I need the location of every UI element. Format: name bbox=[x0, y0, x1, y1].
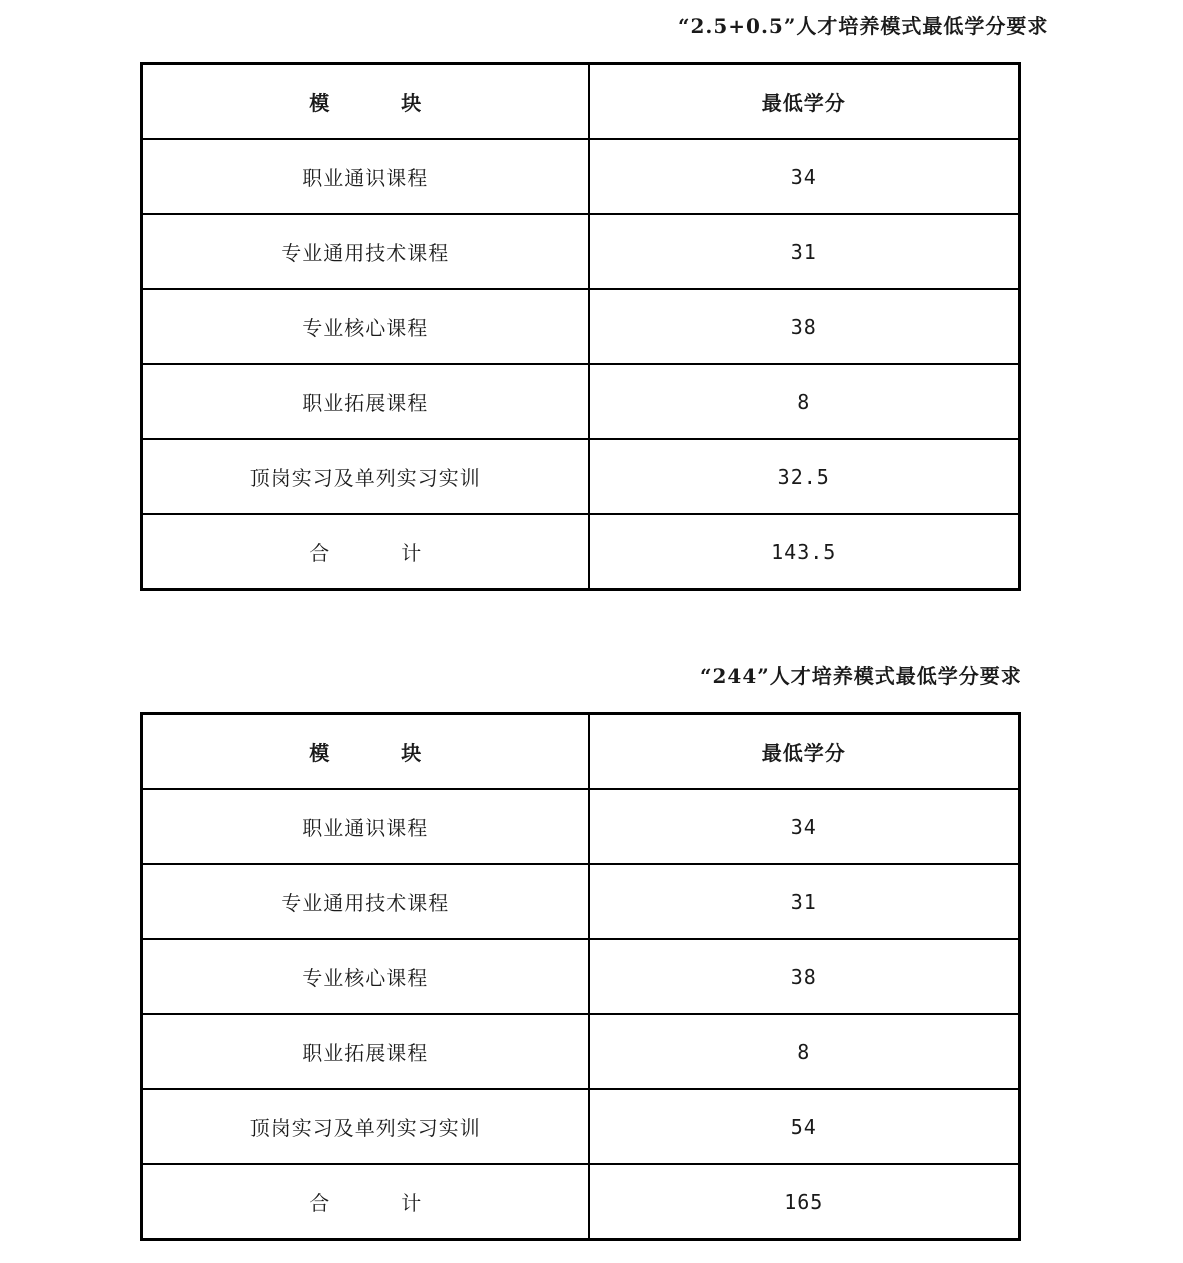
total-credits: 143.5 bbox=[589, 514, 1020, 590]
credit-value: 38 bbox=[589, 289, 1020, 364]
module-name: 专业通用技术课程 bbox=[142, 214, 589, 289]
module-name: 职业通识课程 bbox=[142, 139, 589, 214]
module-name: 专业通用技术课程 bbox=[142, 864, 589, 939]
credit-value: 31 bbox=[589, 214, 1020, 289]
module-name: 专业核心课程 bbox=[142, 939, 589, 1014]
total-label: 合 计 bbox=[142, 514, 589, 590]
table-row bbox=[142, 289, 1020, 364]
credit-value: 31 bbox=[589, 864, 1020, 939]
column-header-credits: 最低学分 bbox=[589, 714, 1020, 790]
credit-value: 34 bbox=[589, 789, 1020, 864]
table-row bbox=[142, 439, 1020, 514]
total-label: 合 计 bbox=[142, 1164, 589, 1240]
total-row bbox=[142, 1164, 1020, 1240]
total-row bbox=[142, 514, 1020, 590]
table-caption: “2.5+0.5”人才培养模式最低学分要求 bbox=[678, 14, 1049, 38]
table-header-row bbox=[142, 714, 1020, 790]
module-name: 专业核心课程 bbox=[142, 289, 589, 364]
module-name: 职业拓展课程 bbox=[142, 1014, 589, 1089]
credit-value: 8 bbox=[589, 1014, 1020, 1089]
credit-value: 54 bbox=[589, 1089, 1020, 1164]
credit-value: 34 bbox=[589, 139, 1020, 214]
credit-table bbox=[140, 62, 1021, 591]
table-row bbox=[142, 939, 1020, 1014]
module-name: 顶岗实习及单列实习实训 bbox=[142, 439, 589, 514]
table-row bbox=[142, 139, 1020, 214]
table-row bbox=[142, 1014, 1020, 1089]
column-header-module: 模 块 bbox=[142, 64, 589, 140]
table-row bbox=[142, 864, 1020, 939]
table-row bbox=[142, 1089, 1020, 1164]
table-row bbox=[142, 364, 1020, 439]
module-name: 顶岗实习及单列实习实训 bbox=[142, 1089, 589, 1164]
credit-value: 38 bbox=[589, 939, 1020, 1014]
module-name: 职业通识课程 bbox=[142, 789, 589, 864]
column-header-module: 模 块 bbox=[142, 714, 589, 790]
credit-value: 8 bbox=[589, 364, 1020, 439]
table-row bbox=[142, 789, 1020, 864]
module-name: 职业拓展课程 bbox=[142, 364, 589, 439]
total-credits: 165 bbox=[589, 1164, 1020, 1240]
table-row bbox=[142, 214, 1020, 289]
column-header-credits: 最低学分 bbox=[589, 64, 1020, 140]
credit-value: 32.5 bbox=[589, 439, 1020, 514]
table-caption: “244”人才培养模式最低学分要求 bbox=[700, 664, 1022, 688]
credit-table bbox=[140, 712, 1021, 1241]
table-header-row bbox=[142, 64, 1020, 140]
